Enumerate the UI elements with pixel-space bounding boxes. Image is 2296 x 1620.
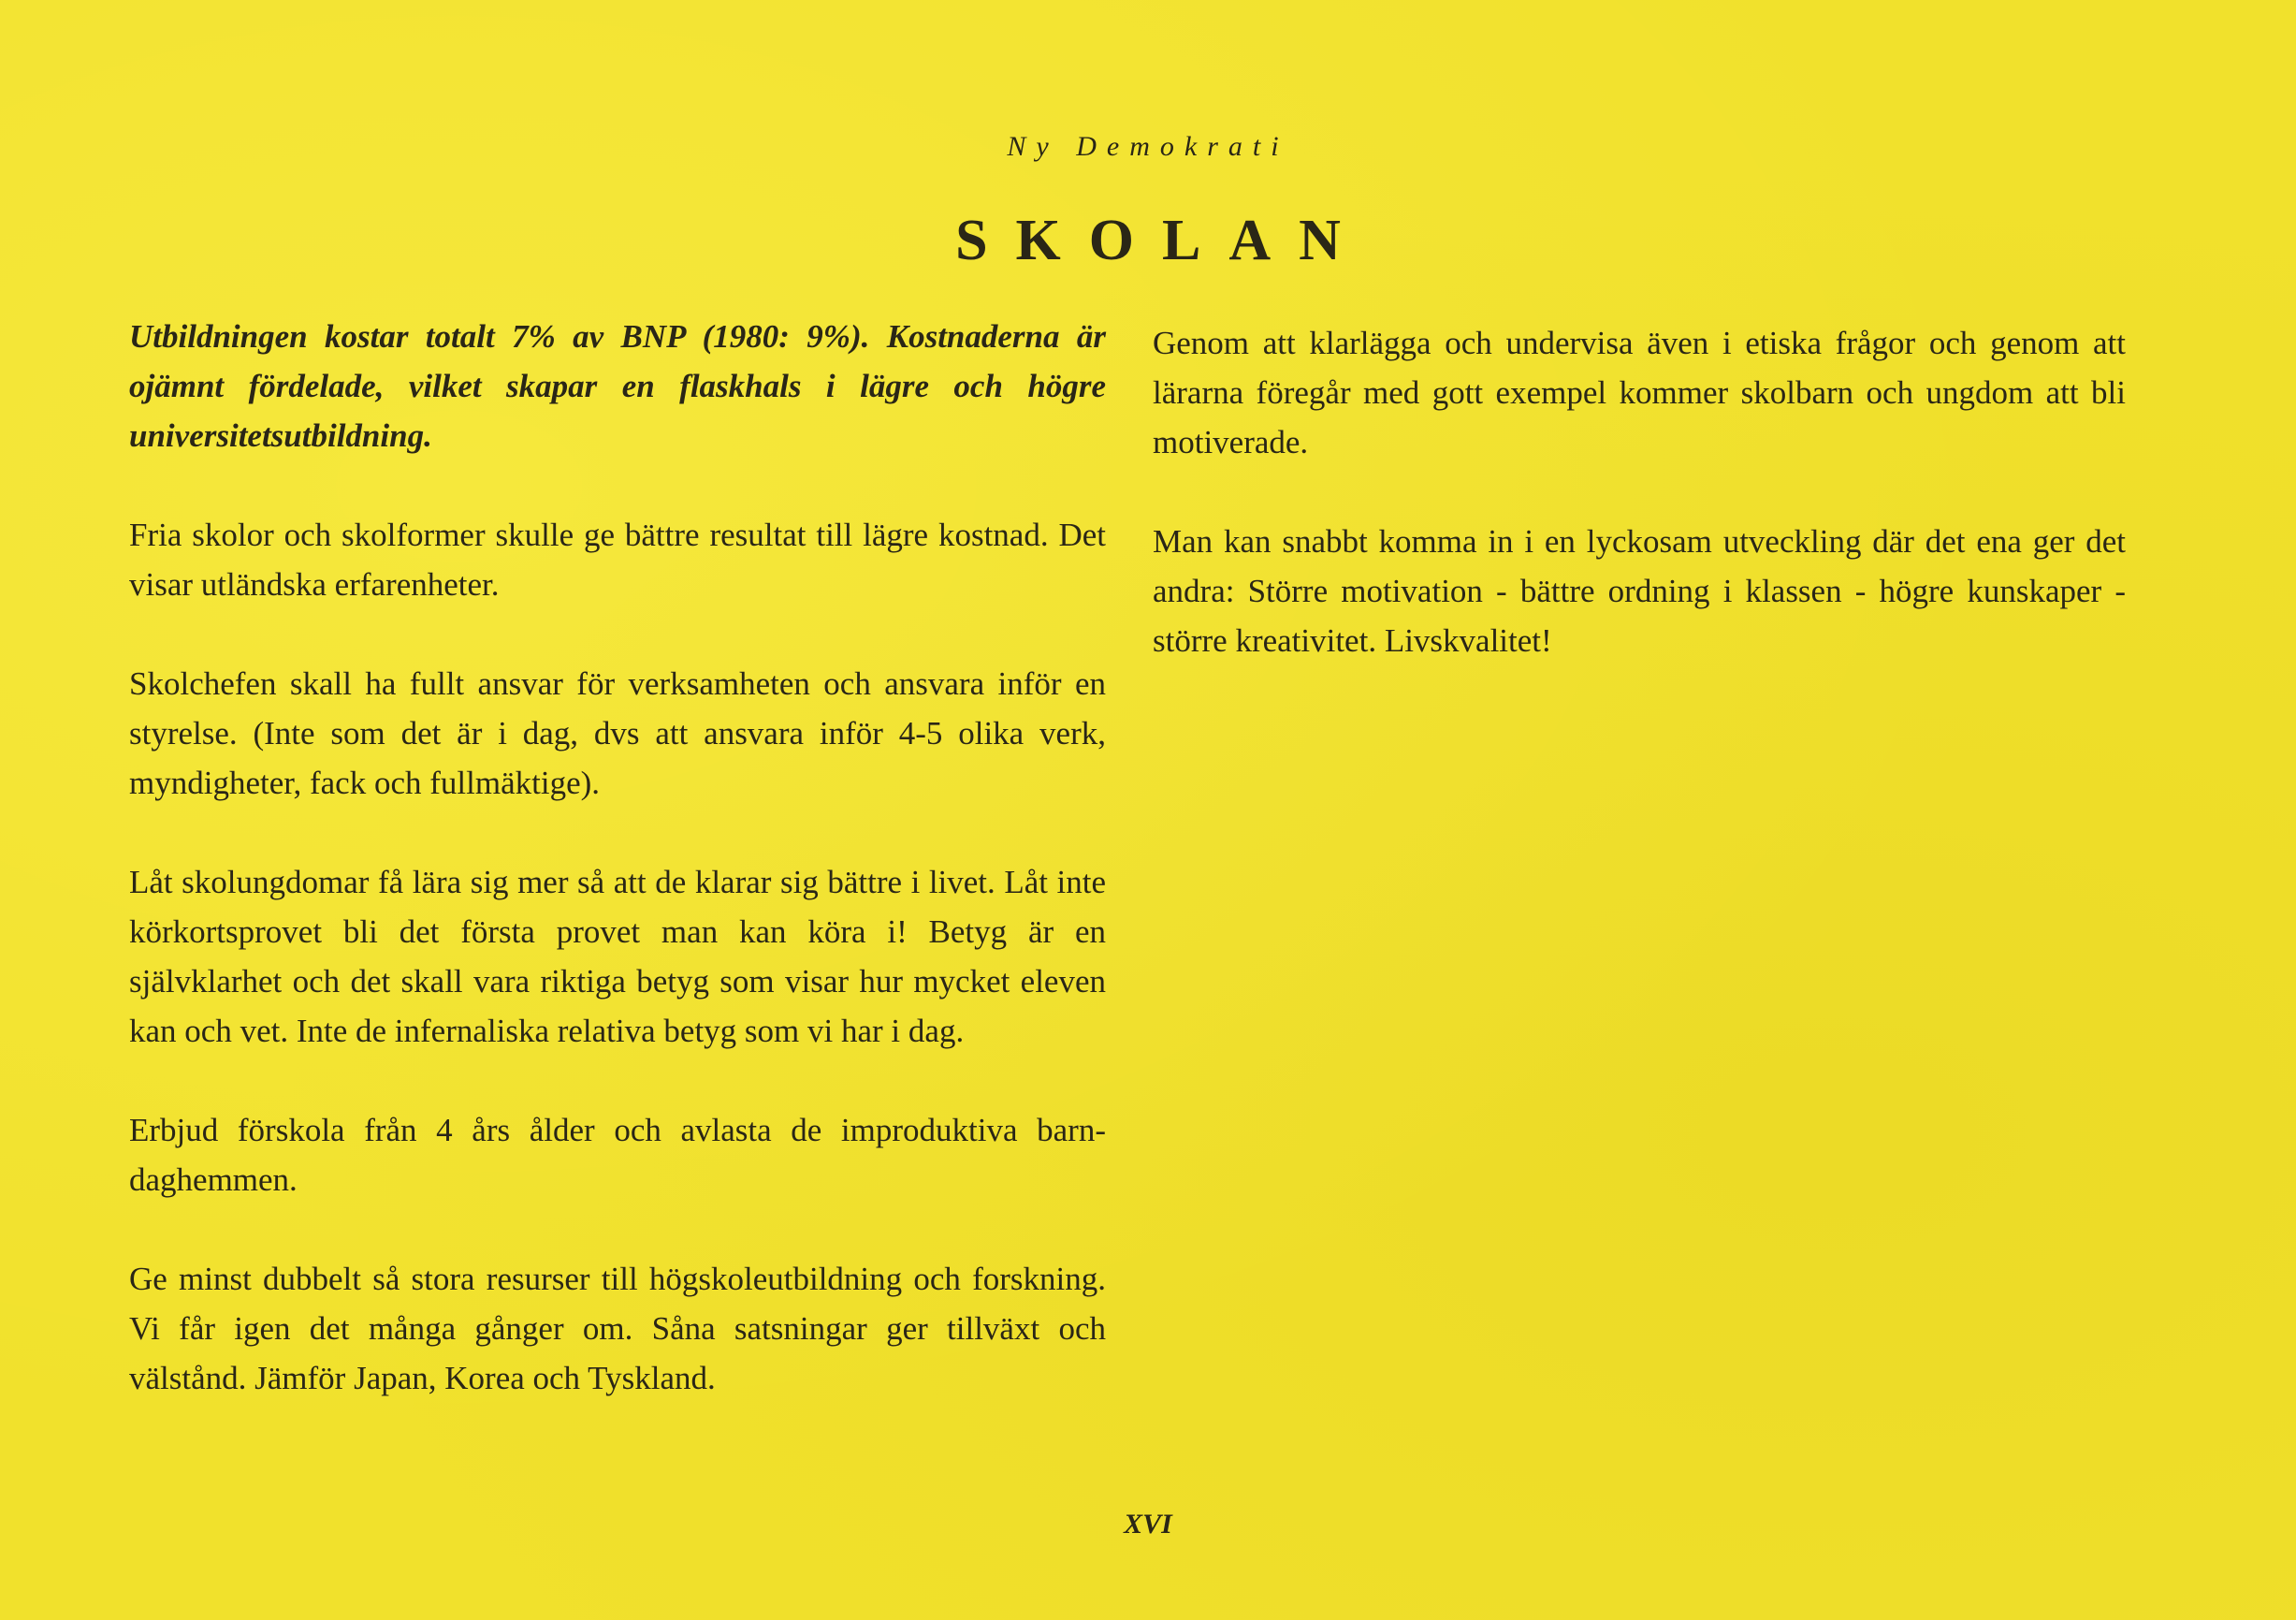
page-title: SKOLAN	[955, 209, 1369, 272]
left-column	[129, 312, 1106, 1452]
body-paragraph: Ge minst dubbelt så stora resurser till högskoleutbildning och forskning. Vi får igen det många gånger om. Såna satsningar ger tillväxt och välstånd. Jämför Japan, Korea och Tyskland.	[129, 1261, 1106, 1396]
right-column	[1153, 318, 2126, 715]
body-paragraph: Skolchefen skall ha fullt ansvar för verksamheten och ansvara inför en styrelse. (Inte som det är i dag, dvs att ansvara inför 4-5 olika verk, myndigheter, fack och fullmäktige).	[129, 665, 1106, 801]
body-paragraph: Erbjud förskola från 4 års ålder och avlasta de improduktiva barn-daghemmen.	[129, 1112, 1106, 1198]
body-paragraph: Man kan snabbt komma in i en lyckosam utveckling där det ena ger det andra: Större motivation - bättre ordning i klassen - högre kunskaper - större kreativitet. Livskvalitet!	[1153, 523, 2126, 659]
body-paragraph: Genom att klarlägga och undervisa även i etiska frågor och genom att lärarna föregår med gott exempel kommer skolbarn och ungdom att bli motiverade.	[1153, 325, 2126, 460]
body-paragraph: Låt skolungdomar få lära sig mer så att de klarar sig bättre i livet. Låt inte körkortsprovet bli det första provet man kan köra i! Betyg är en självklarhet och det skall vara riktiga betyg som visar hur mycket eleven kan och vet. Inte de infernaliska relativa betyg som vi har i dag.	[129, 864, 1106, 1049]
body-paragraph: Fria skolor och skolformer skulle ge bättre resultat till lägre kostnad. Det visar utländska erfarenheter.	[129, 517, 1106, 603]
lead-paragraph: Utbildningen kostar totalt 7% av BNP (1980: 9%). Kostnaderna är ojämnt fördelade, vilket skapar en flaskhals i lägre och högre universitetsutbildning.	[129, 318, 1106, 454]
running-header: Ny Demokrati	[1007, 131, 1289, 162]
page-number: XVI	[1124, 1509, 1172, 1540]
